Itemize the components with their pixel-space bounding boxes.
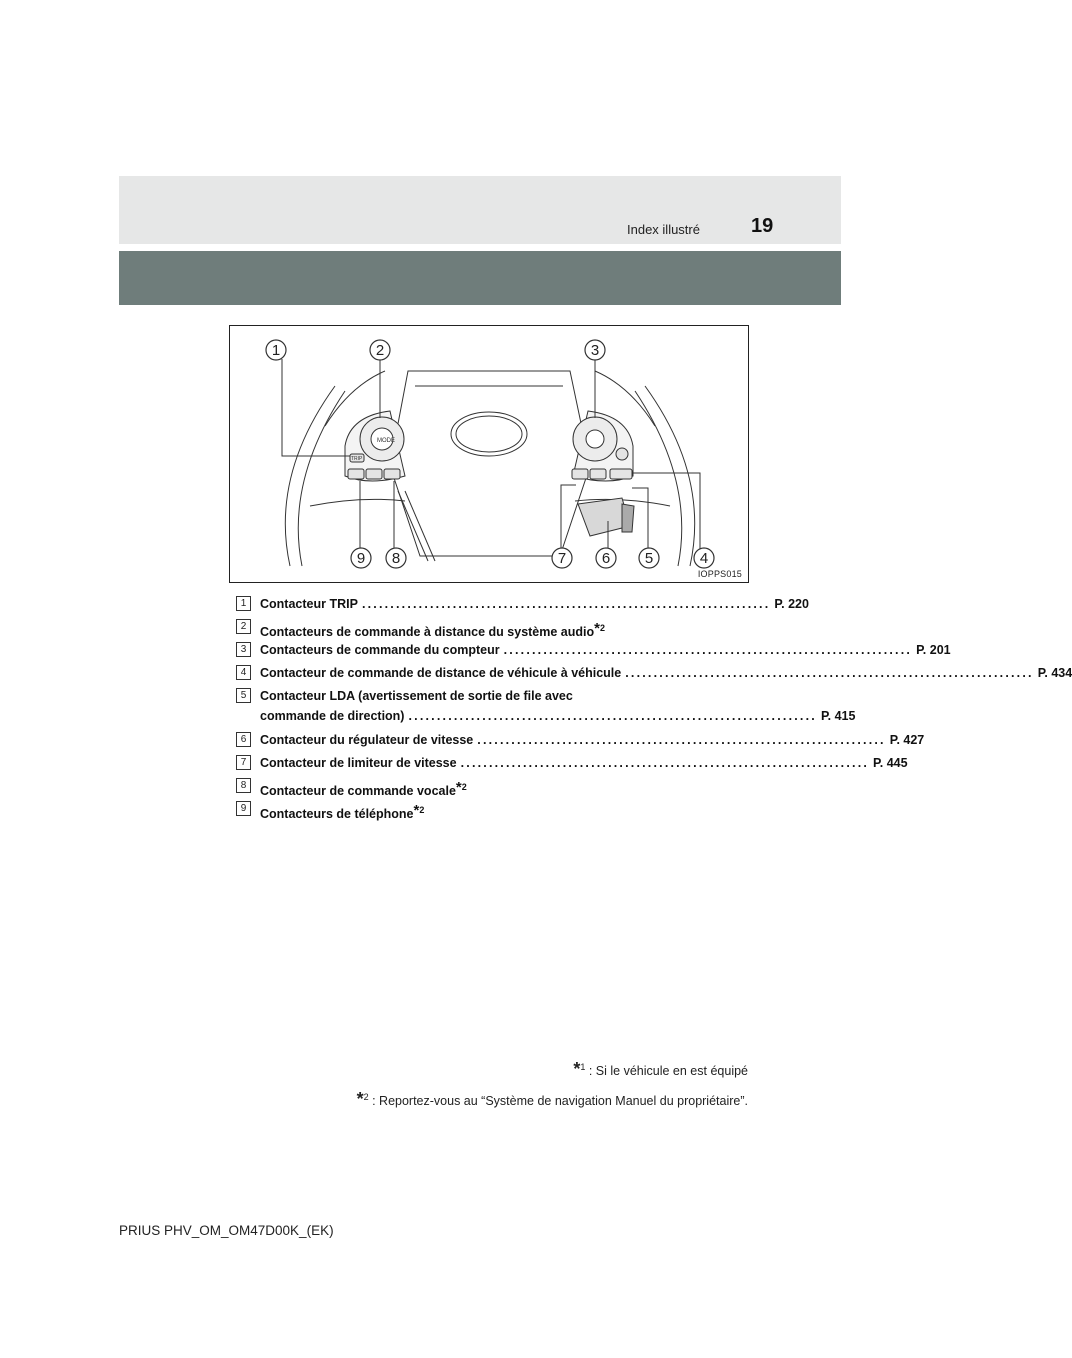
svg-text:7: 7 [557, 550, 567, 567]
callout-7 [552, 548, 572, 568]
item-label: Contacteur de limiteur de vitesse [260, 756, 457, 770]
dot-leader: ........................................................................ [625, 666, 1034, 680]
callout-3 [585, 340, 605, 360]
dot-leader: ........................................................................ [408, 709, 817, 723]
header-band [119, 176, 841, 244]
item-number: 8 [236, 778, 251, 793]
item-label: Contacteurs de commande du compteur [260, 643, 500, 657]
section-title: Index illustré [627, 222, 700, 237]
item-number: 9 [236, 801, 251, 816]
item-label: Contacteurs de commande à distance du système audio [260, 625, 595, 640]
footnote-ref: 2 [419, 805, 425, 815]
footnote-ref: 2 [599, 623, 605, 633]
list-item [236, 753, 908, 776]
svg-text:2: 2 [375, 342, 385, 359]
list-item [236, 640, 951, 663]
list-item [236, 730, 925, 753]
item-number: 1 [236, 596, 251, 611]
page-ref: P. 415 [820, 709, 856, 723]
item-label: Contacteur de commande de distance de véhicule à véhicule [260, 666, 622, 680]
dot-leader: ........................................................................ [460, 756, 870, 770]
list-item [236, 594, 809, 617]
dot-leader: ........................................................................ [477, 733, 886, 747]
footnote-star: * [413, 802, 420, 819]
item-number: 6 [236, 732, 251, 747]
item-label: Contacteur LDA (avertissement de sortie de file avec [260, 689, 573, 703]
page-ref: P. 201 [916, 643, 951, 657]
list-item [236, 799, 756, 822]
footnote-ref: 2 [461, 782, 467, 792]
footnotes [357, 1054, 748, 1114]
steering-wheel-illustration [230, 326, 748, 582]
callout-list [236, 594, 1072, 822]
footnote-star: * [455, 779, 462, 796]
svg-text:1: 1 [271, 342, 281, 359]
dot-leader: ........................................................................ [503, 643, 913, 657]
item-label: Contacteur de commande vocale [260, 784, 456, 799]
item-number: 7 [236, 755, 251, 770]
list-item [236, 776, 756, 799]
callout-6 [596, 548, 616, 568]
svg-text:8: 8 [391, 550, 401, 567]
callout-4 [694, 548, 714, 568]
item-label-cont: commande de direction) [260, 709, 405, 723]
footnote-star: * [594, 620, 600, 637]
list-item [236, 686, 856, 730]
item-label: Contacteur du régulateur de vitesse [260, 733, 474, 747]
callout-8 [386, 548, 406, 568]
svg-text:4: 4 [699, 550, 709, 567]
svg-text:9: 9 [356, 550, 366, 567]
page-ref: P. 220 [774, 597, 809, 611]
callout-1 [266, 340, 286, 360]
list-item [236, 663, 1072, 686]
svg-text:TRIP: TRIP [351, 456, 363, 462]
svg-text:5: 5 [644, 550, 654, 567]
item-number: 4 [236, 665, 251, 680]
figure-code: IOPPS015 [697, 569, 742, 579]
callout-9 [351, 548, 371, 568]
svg-text:3: 3 [590, 342, 600, 359]
callout-2 [370, 340, 390, 360]
footnote: *$^2$ : Reportez-vous au “Système de navigation Manuel du propriétaire”. [356, 1089, 748, 1110]
footnote: *$^1$ : Si le véhicule en est équipé [573, 1059, 748, 1080]
list-item [236, 617, 756, 640]
dot-leader: ........................................................................ [361, 597, 771, 611]
svg-text:MODE: MODE [377, 438, 395, 444]
header-dark-band [119, 251, 841, 305]
model-code: PRIUS PHV_OM_OM47D00K_(EK) [119, 1223, 334, 1238]
svg-text:6: 6 [601, 550, 611, 567]
page-ref: P. 427 [889, 733, 925, 747]
page-ref: P. 445 [873, 756, 908, 770]
item-number: 3 [236, 642, 251, 657]
item-label: Contacteurs de téléphone [260, 807, 414, 822]
item-number: 5 [236, 688, 251, 703]
item-number: 2 [236, 619, 251, 634]
page-number: 19 [751, 215, 774, 237]
steering-wheel-figure [229, 325, 749, 583]
page-ref: P. 434 [1037, 666, 1072, 680]
callout-5 [639, 548, 659, 568]
item-label: Contacteur TRIP [260, 597, 358, 611]
